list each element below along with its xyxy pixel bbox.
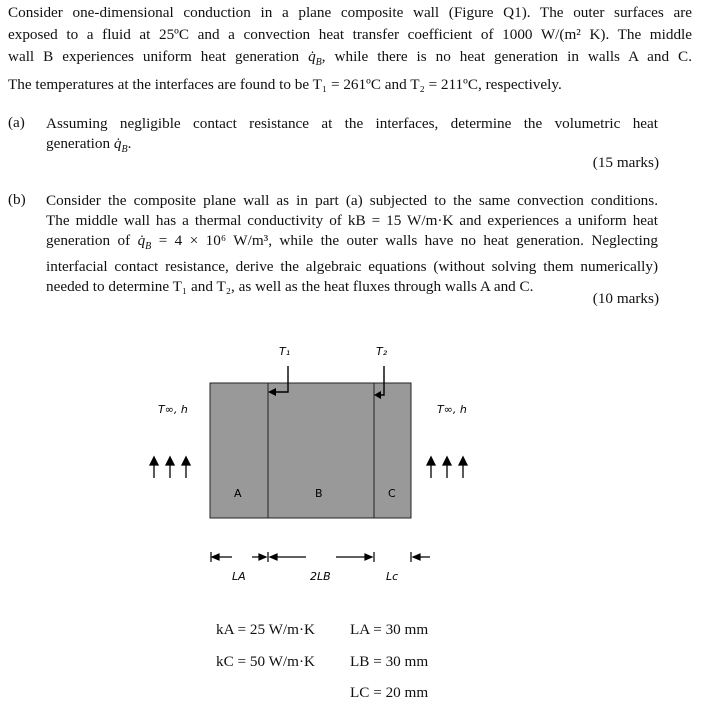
intro-line-2: exposed to a fluid at 25ºC and a convection heat transfer coefficient of 1000 W/(m² K). The middle bbox=[8, 26, 692, 43]
left-flow-arrows bbox=[150, 457, 190, 478]
part-b-text: Consider the composite plane wall as in part (a) subjected to the same convection conditions. The middle wall has a thermal conductivity of kB = 15 W/m·K and experiences a uniform heat generation of $q̇_B = 4 \times 10^6$ W/m³, while the outer walls have no heat generation. Neglecting interfacial contact resistance, derive the algebraic equations (without solving them numerically) needed to determine T₁ and T₂, as well as the heat fluxes through walls A and C. bbox=[46, 192, 658, 296]
part-b-marks: (10 marks) bbox=[592, 290, 659, 307]
right-fluid-label: T∞, h bbox=[437, 403, 467, 416]
part-a-text: Assuming negligible contact resistance at the interfaces, determine the volumetric heat generation $q̇_B$. bbox=[46, 115, 658, 156]
left-fluid-label: T∞, h bbox=[158, 403, 188, 416]
lb-dim-label: 2LB bbox=[310, 570, 331, 583]
right-flow-arrows bbox=[427, 457, 467, 478]
lc-dim-label: Lc bbox=[386, 570, 399, 583]
prop-kc: kC = 50 W/m·K bbox=[216, 653, 315, 670]
q-dot-symbol: q̇ bbox=[308, 48, 316, 65]
prop-lc: LC = 20 mm bbox=[350, 684, 429, 701]
t2-label: T₂ bbox=[376, 345, 388, 358]
prop-la: LA = 30 mm bbox=[350, 621, 429, 638]
intro-line-4: The temperatures at the interfaces are found to be T₁ = 261ºC and T₂ = 211ºC, respectively. bbox=[8, 76, 562, 94]
t1-label: T₁ bbox=[279, 345, 291, 358]
wall-a-label: A bbox=[234, 487, 242, 500]
intro-line-1: Consider one-dimensional conduction in a plane composite wall (Figure Q1). The outer surfaces are bbox=[8, 4, 692, 21]
intro-line-3: wall B experiences uniform heat generation $q̇_B$, while there is no heat generation in walls A and C. bbox=[8, 48, 692, 69]
la-dim-label: LA bbox=[232, 570, 246, 583]
prop-lb: LB = 30 mm bbox=[350, 653, 429, 670]
wall-c-label: C bbox=[388, 487, 396, 500]
wall-b-label: B bbox=[315, 487, 323, 500]
part-a-label: (a) bbox=[8, 114, 25, 131]
prop-ka: kA = 25 W/m·K bbox=[216, 621, 315, 638]
part-b-label: (b) bbox=[8, 191, 26, 208]
part-a-marks: (15 marks) bbox=[592, 154, 659, 171]
dimension-arrows bbox=[211, 552, 430, 562]
